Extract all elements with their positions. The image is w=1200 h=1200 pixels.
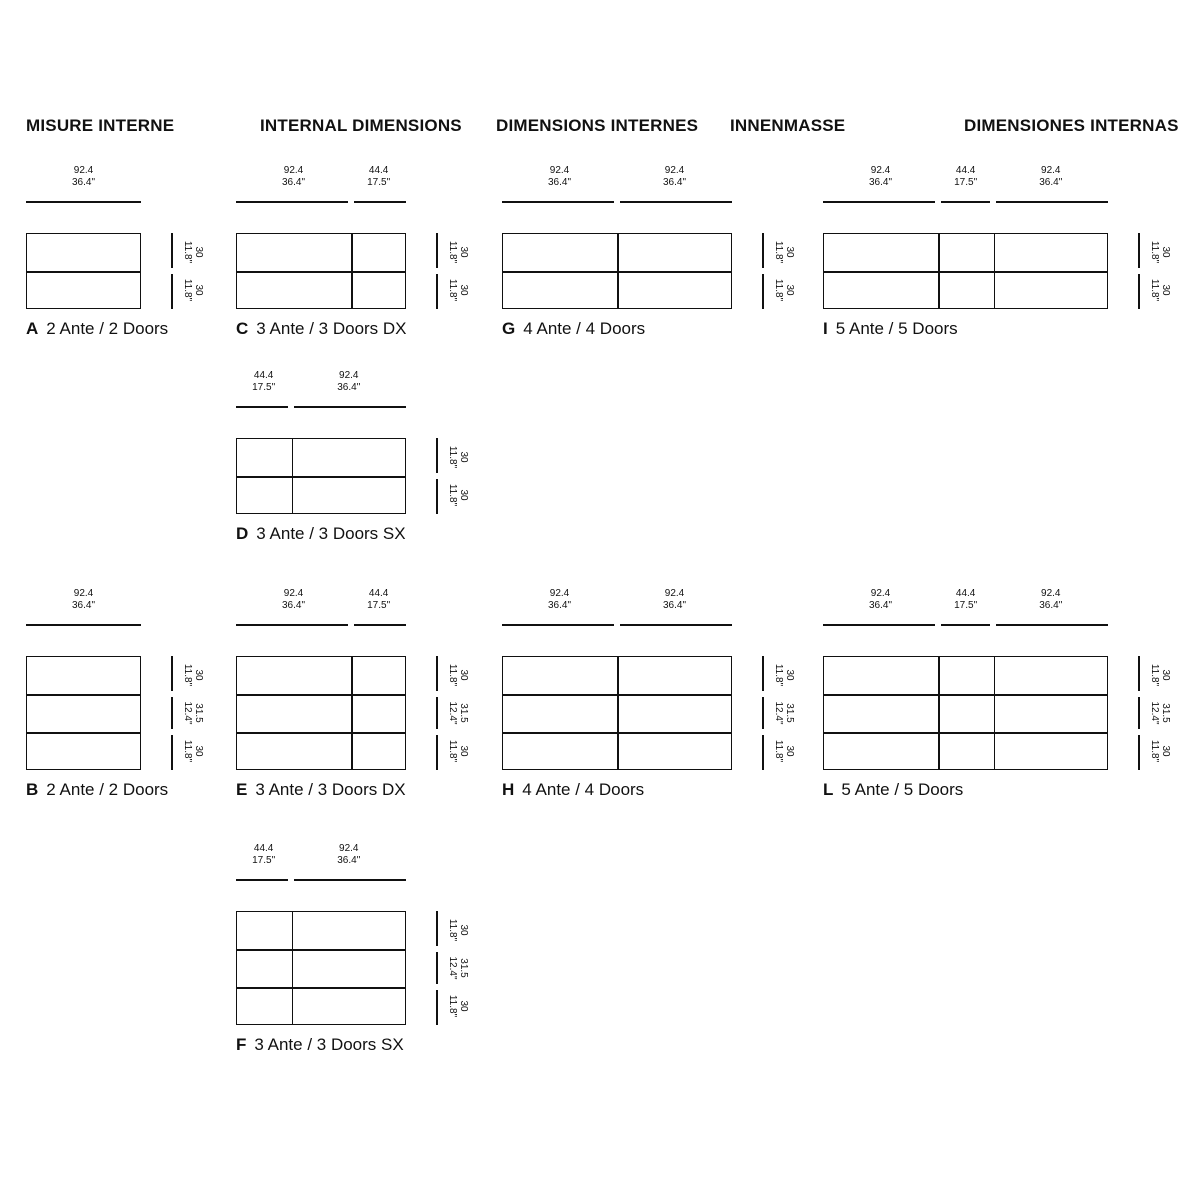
vertical-divider [617,657,619,769]
width-cm: 92.4 [1041,588,1061,599]
width-inches: 17.5" [367,177,391,188]
diagram-caption [236,319,407,339]
column-width-label [938,588,993,612]
column-width-label [236,165,351,189]
width-inches: 36.4" [337,382,361,393]
height-inches: 11.8" [447,739,459,763]
row-height-label [182,693,204,733]
cabinet-outline [236,438,406,514]
height-inches: 11.8" [447,994,459,1018]
width-inches: 36.4" [662,600,686,611]
height-inches: 11.8" [447,278,459,302]
cabinet-outline [236,911,406,1025]
diagram-title: 2 Ante / 2 Doors [46,319,169,338]
diagram-title: 3 Ante / 3 Doors SX [256,524,406,543]
diagram-title: 4 Ante / 4 Doors [522,780,645,799]
column-width-label [502,588,617,612]
height-inches: 12.4" [447,956,459,980]
diagram-letter: I [823,319,828,338]
row-height-label [182,270,204,310]
row-height-line [436,735,438,770]
height-cm: 30 [784,246,795,258]
row-height-label [447,948,469,988]
height-cm: 30 [784,669,795,681]
row-height-label [447,475,469,515]
height-cm: 30 [458,284,470,296]
cabinet-outline [502,656,732,770]
width-inches: 36.4" [547,600,571,611]
diagram-caption [823,319,958,339]
row-height-line [436,274,438,309]
diagram-title: 3 Ante / 3 Doors DX [256,319,407,338]
height-inches: 11.8" [447,483,459,507]
shelf-divider [824,271,1107,273]
column-width-line [941,201,990,203]
width-inches: 36.4" [1039,600,1063,611]
height-cm: 31.5 [458,703,470,723]
height-cm: 30 [458,1000,470,1012]
diagram-title: 5 Ante / 5 Doors [841,780,964,799]
heading-dimensions-internes: DIMENSIONS INTERNES [496,116,699,135]
height-cm: 30 [784,745,795,757]
diagram-title: 3 Ante / 3 Doors DX [255,780,406,799]
row-height-label [1149,731,1171,771]
row-height-line [171,233,173,268]
shelf-divider [237,694,405,696]
column-width-line [294,406,406,408]
diagram-title: 3 Ante / 3 Doors SX [254,1035,404,1054]
column-width-line [236,201,348,203]
diagram-caption [236,780,406,800]
diagram-letter: C [236,319,249,338]
column-width-line [620,624,732,626]
height-inches: 11.8" [773,240,784,264]
shelf-divider [237,732,405,734]
row-height-label [447,232,469,272]
row-height-line [436,990,438,1025]
row-height-label [447,693,469,733]
shelf-divider [503,732,731,734]
height-cm: 31.5 [193,703,204,723]
width-inches: 17.5" [252,382,276,393]
column-width-label [26,588,141,612]
column-width-line [823,201,935,203]
width-cm: 44.4 [368,588,389,599]
width-cm: 44.4 [955,165,976,176]
height-inches: 11.8" [447,918,459,942]
width-inches: 36.4" [662,177,686,188]
row-height-line [762,274,764,309]
column-width-label [291,370,406,394]
column-width-label [351,165,406,189]
row-height-line [436,697,438,729]
diagram-caption [236,524,406,544]
diagram-title: 5 Ante / 5 Doors [835,319,958,338]
vertical-divider [292,912,294,1024]
width-inches: 17.5" [954,177,978,188]
row-height-line [762,697,764,729]
height-cm: 30 [458,451,470,463]
column-width-line [26,624,141,626]
height-cm: 30 [193,246,204,258]
width-cm: 44.4 [368,165,389,176]
width-inches: 36.4" [281,177,305,188]
row-height-label [773,232,795,272]
width-cm: 92.4 [870,165,891,176]
height-inches: 12.4" [773,701,784,725]
height-cm: 31.5 [458,958,470,978]
height-inches: 12.4" [1149,701,1161,725]
height-inches: 11.8" [182,278,193,302]
height-cm: 30 [458,924,470,936]
width-cm: 92.4 [664,165,685,176]
height-inches: 11.8" [447,663,459,687]
row-height-line [1138,274,1140,309]
diagram-title: 2 Ante / 2 Doors [46,780,169,799]
diagram-caption [502,780,644,800]
vertical-divider [351,657,353,769]
width-cm: 92.4 [339,370,359,381]
diagram-caption [26,780,168,800]
height-cm: 31.5 [784,703,795,723]
width-cm: 92.4 [870,588,891,599]
row-height-line [762,656,764,691]
height-inches: 11.8" [182,240,193,264]
shelf-divider [503,271,731,273]
width-inches: 17.5" [954,600,978,611]
column-width-line [354,624,406,626]
row-height-line [436,438,438,473]
shelf-divider [237,271,405,273]
height-cm: 30 [458,745,470,757]
row-height-line [436,233,438,268]
diagram-title: 4 Ante / 4 Doors [523,319,646,338]
column-width-label [617,165,732,189]
row-height-label [182,731,204,771]
diagram-caption [236,1035,404,1055]
column-width-line [354,201,406,203]
vertical-divider [938,657,940,769]
height-inches: 11.8" [1149,240,1161,264]
width-cm: 44.4 [253,843,274,854]
column-width-line [294,879,406,881]
width-cm: 44.4 [253,370,274,381]
vertical-divider [994,657,996,769]
column-width-label [236,370,291,394]
row-height-label [773,693,795,733]
height-inches: 11.8" [773,663,784,687]
shelf-divider [27,271,140,273]
row-height-label [1149,232,1171,272]
row-height-label [1149,693,1171,733]
row-height-line [762,233,764,268]
row-height-label [447,270,469,310]
diagram-letter: H [502,780,515,799]
width-inches: 36.4" [868,177,892,188]
width-inches: 36.4" [71,177,95,188]
row-height-line [171,735,173,770]
row-height-label [1149,270,1171,310]
row-height-label [447,655,469,695]
width-cm: 92.4 [1041,165,1061,176]
height-cm: 30 [193,284,204,296]
width-cm: 92.4 [339,843,359,854]
row-height-line [436,656,438,691]
heading-internal-dimensions: INTERNAL DIMENSIONS [260,116,462,135]
heading-innenmasse: INNENMASSE [730,116,846,135]
height-inches: 11.8" [182,663,193,687]
height-cm: 30 [784,284,795,296]
column-width-line [996,201,1108,203]
column-width-label [617,588,732,612]
row-height-label [1149,655,1171,695]
shelf-divider [503,694,731,696]
width-cm: 92.4 [73,165,94,176]
row-height-line [171,697,173,729]
height-cm: 30 [1160,745,1172,757]
width-cm: 92.4 [664,588,685,599]
column-width-line [502,624,614,626]
row-height-label [182,655,204,695]
width-inches: 36.4" [281,600,305,611]
column-width-label [236,588,351,612]
diagram-letter: E [236,780,248,799]
height-cm: 30 [458,489,470,501]
row-height-line [1138,697,1140,729]
column-width-label [938,165,993,189]
width-inches: 36.4" [547,177,571,188]
height-cm: 30 [193,745,204,757]
cabinet-outline [236,233,406,309]
column-width-label [26,165,141,189]
height-cm: 31.5 [1160,703,1172,723]
diagram-caption [823,780,963,800]
height-cm: 30 [458,246,470,258]
diagram-letter: B [26,780,39,799]
column-width-label [236,843,291,867]
heading-misure-interne: MISURE INTERNE [26,116,175,135]
row-height-label [773,731,795,771]
column-width-line [941,624,990,626]
width-inches: 17.5" [367,600,391,611]
height-cm: 30 [1160,669,1172,681]
diagram-letter: D [236,524,249,543]
height-inches: 11.8" [1149,278,1161,302]
height-inches: 11.8" [447,445,459,469]
height-inches: 11.8" [1149,663,1161,687]
column-width-label [502,165,617,189]
column-width-line [26,201,141,203]
shelf-divider [824,694,1107,696]
column-width-label [993,588,1108,612]
row-height-line [436,952,438,984]
cabinet-outline [26,656,141,770]
column-width-label [823,165,938,189]
row-height-line [1138,233,1140,268]
row-height-line [436,479,438,514]
height-cm: 30 [458,669,470,681]
height-inches: 11.8" [1149,739,1161,763]
width-cm: 92.4 [283,165,304,176]
height-cm: 30 [193,669,204,681]
diagram-caption [26,319,168,339]
height-cm: 30 [1160,246,1172,258]
width-inches: 36.4" [868,600,892,611]
column-width-line [236,406,288,408]
column-width-line [996,624,1108,626]
row-height-line [762,735,764,770]
width-inches: 17.5" [252,855,276,866]
height-inches: 11.8" [447,240,459,264]
width-cm: 92.4 [549,588,570,599]
row-height-label [773,655,795,695]
height-inches: 11.8" [182,739,193,763]
cabinet-outline [26,233,141,309]
width-inches: 36.4" [71,600,95,611]
cabinet-outline [502,233,732,309]
row-height-line [171,274,173,309]
height-inches: 12.4" [182,701,193,725]
shelf-divider [27,732,140,734]
cabinet-outline [823,233,1108,309]
cabinet-outline [823,656,1108,770]
shelf-divider [824,732,1107,734]
shelf-divider [237,949,405,951]
column-width-label [993,165,1108,189]
height-cm: 30 [1160,284,1172,296]
diagram-letter: L [823,780,834,799]
width-cm: 92.4 [549,165,570,176]
column-width-line [502,201,614,203]
row-height-label [182,232,204,272]
row-height-label [447,910,469,950]
diagram-caption [502,319,645,339]
row-height-line [1138,735,1140,770]
diagram-letter: G [502,319,516,338]
column-width-line [236,879,288,881]
shelf-divider [27,694,140,696]
shelf-divider [237,987,405,989]
column-width-line [236,624,348,626]
column-width-label [291,843,406,867]
width-cm: 44.4 [955,588,976,599]
diagram-letter: A [26,319,39,338]
shelf-divider [237,476,405,478]
heading-dimensiones-internas: DIMENSIONES INTERNAS [964,116,1179,135]
row-height-line [171,656,173,691]
width-cm: 92.4 [283,588,304,599]
column-width-label [351,588,406,612]
row-height-label [447,731,469,771]
row-height-label [447,437,469,477]
column-width-label [823,588,938,612]
height-inches: 12.4" [447,701,459,725]
width-inches: 36.4" [1039,177,1063,188]
row-height-label [447,986,469,1026]
height-inches: 11.8" [773,278,784,302]
width-inches: 36.4" [337,855,361,866]
row-height-line [436,911,438,946]
row-height-line [1138,656,1140,691]
height-inches: 11.8" [773,739,784,763]
column-width-line [620,201,732,203]
cabinet-outline [236,656,406,770]
row-height-label [773,270,795,310]
diagram-letter: F [236,1035,247,1054]
column-width-line [823,624,935,626]
width-cm: 92.4 [73,588,94,599]
